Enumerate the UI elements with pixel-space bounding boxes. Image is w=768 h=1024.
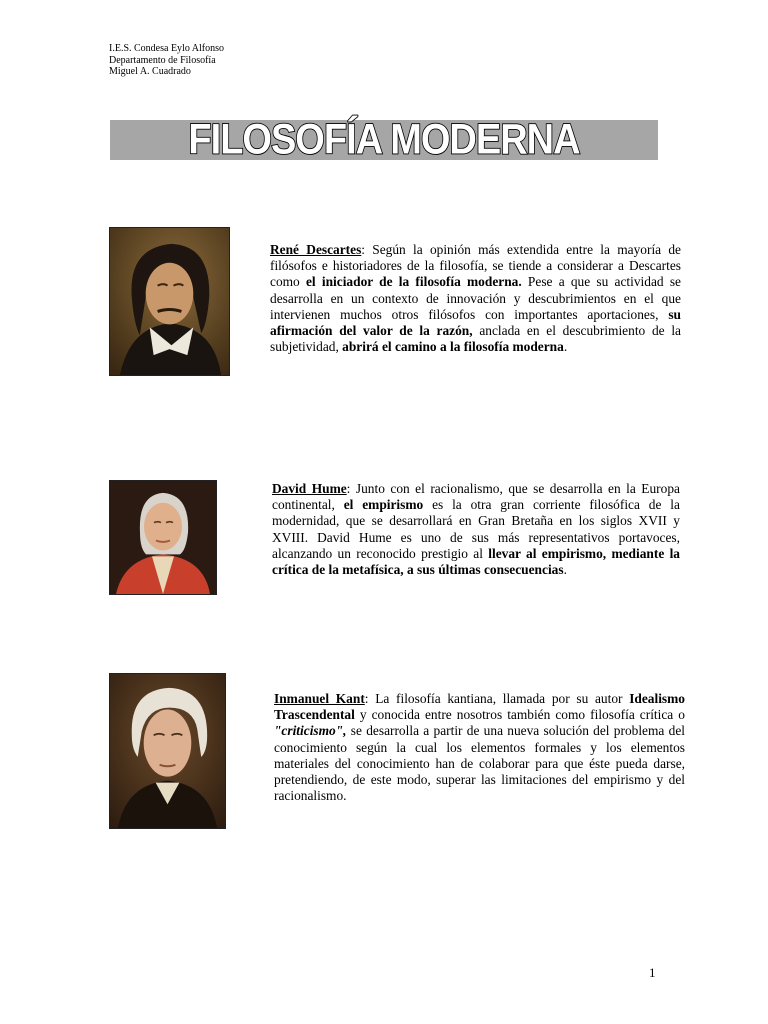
bold-text: su afirmación del valor de la razón,: [270, 306, 681, 339]
portrait-hume: [109, 480, 217, 595]
title-banner: [110, 115, 658, 163]
body-text: .: [563, 339, 568, 355]
body-text: es la otra gran corriente filosófica de la modernidad, que se desarrollará en Gran Bretaña en los siglos XVII y XVIII. David Hume es uno de sus más representativos portavoces, alcanzando un reconocido prestigio al: [272, 497, 680, 561]
philosopher-name: Inmanuel Kant: [274, 691, 365, 706]
body-text: Pese a que su actividad se desarrolla en un contexto de innovación y descubrimientos en el que intervienen muchos otros filósofos con importantes aportaciones,: [270, 274, 681, 322]
bold-text: el iniciador de la filosofía moderna.: [305, 274, 522, 290]
header-author: Miguel A. Cuadrado: [109, 66, 191, 77]
bio-kant: [274, 691, 685, 804]
body-text: y conocida entre nosotros también como filosofía crítica o: [354, 707, 685, 723]
header-school: I.E.S. Condesa Eylo Alfonso: [109, 43, 224, 54]
bold-text: abrirá el camino a la filosofía moderna: [342, 339, 564, 355]
page-title: FILOSOFÍA MODERNA: [188, 115, 580, 163]
body-text: : Según la opinión más extendida entre la mayoría de filósofos e historiadores de la filosofía, se tiende a considerar a Descartes como: [270, 242, 682, 290]
portrait-descartes: [109, 227, 230, 376]
body-text: se desarrolla a partir de una nueva solución del problema del conocimiento según la cual los elementos formales y los elementos materiales del conocimiento han de colaborar para que éste pueda darse, pretendiendo, de este modo, superar las limitaciones del empirismo y del racionalismo.: [274, 723, 685, 804]
body-text: : La filosofía kantiana, llamada por su autor: [364, 691, 630, 706]
philosopher-name: René Descartes: [270, 242, 362, 257]
portrait-kant: [109, 673, 226, 829]
bio-hume: [272, 481, 680, 578]
bold-text: el empirismo: [343, 497, 424, 513]
bold-text: Idealismo Trascendental: [274, 691, 685, 723]
page-number: 1: [649, 965, 656, 980]
header-department: Departamento de Filosofía: [109, 54, 216, 66]
bold-text: llevar al empirismo, mediante la crítica de la metafísica, a sus últimas consecuencias: [272, 545, 680, 578]
bold-text: "criticismo",: [274, 723, 347, 739]
document-header: [109, 43, 224, 78]
body-text: .: [563, 562, 567, 578]
bio-descartes: [270, 242, 681, 355]
body-text: anclada en el descubrimiento de la subjetividad,: [270, 323, 681, 355]
philosopher-name: David Hume: [272, 481, 347, 496]
body-text: : Junto con el racionalismo, que se desarrolla en la Europa continental,: [272, 481, 680, 513]
